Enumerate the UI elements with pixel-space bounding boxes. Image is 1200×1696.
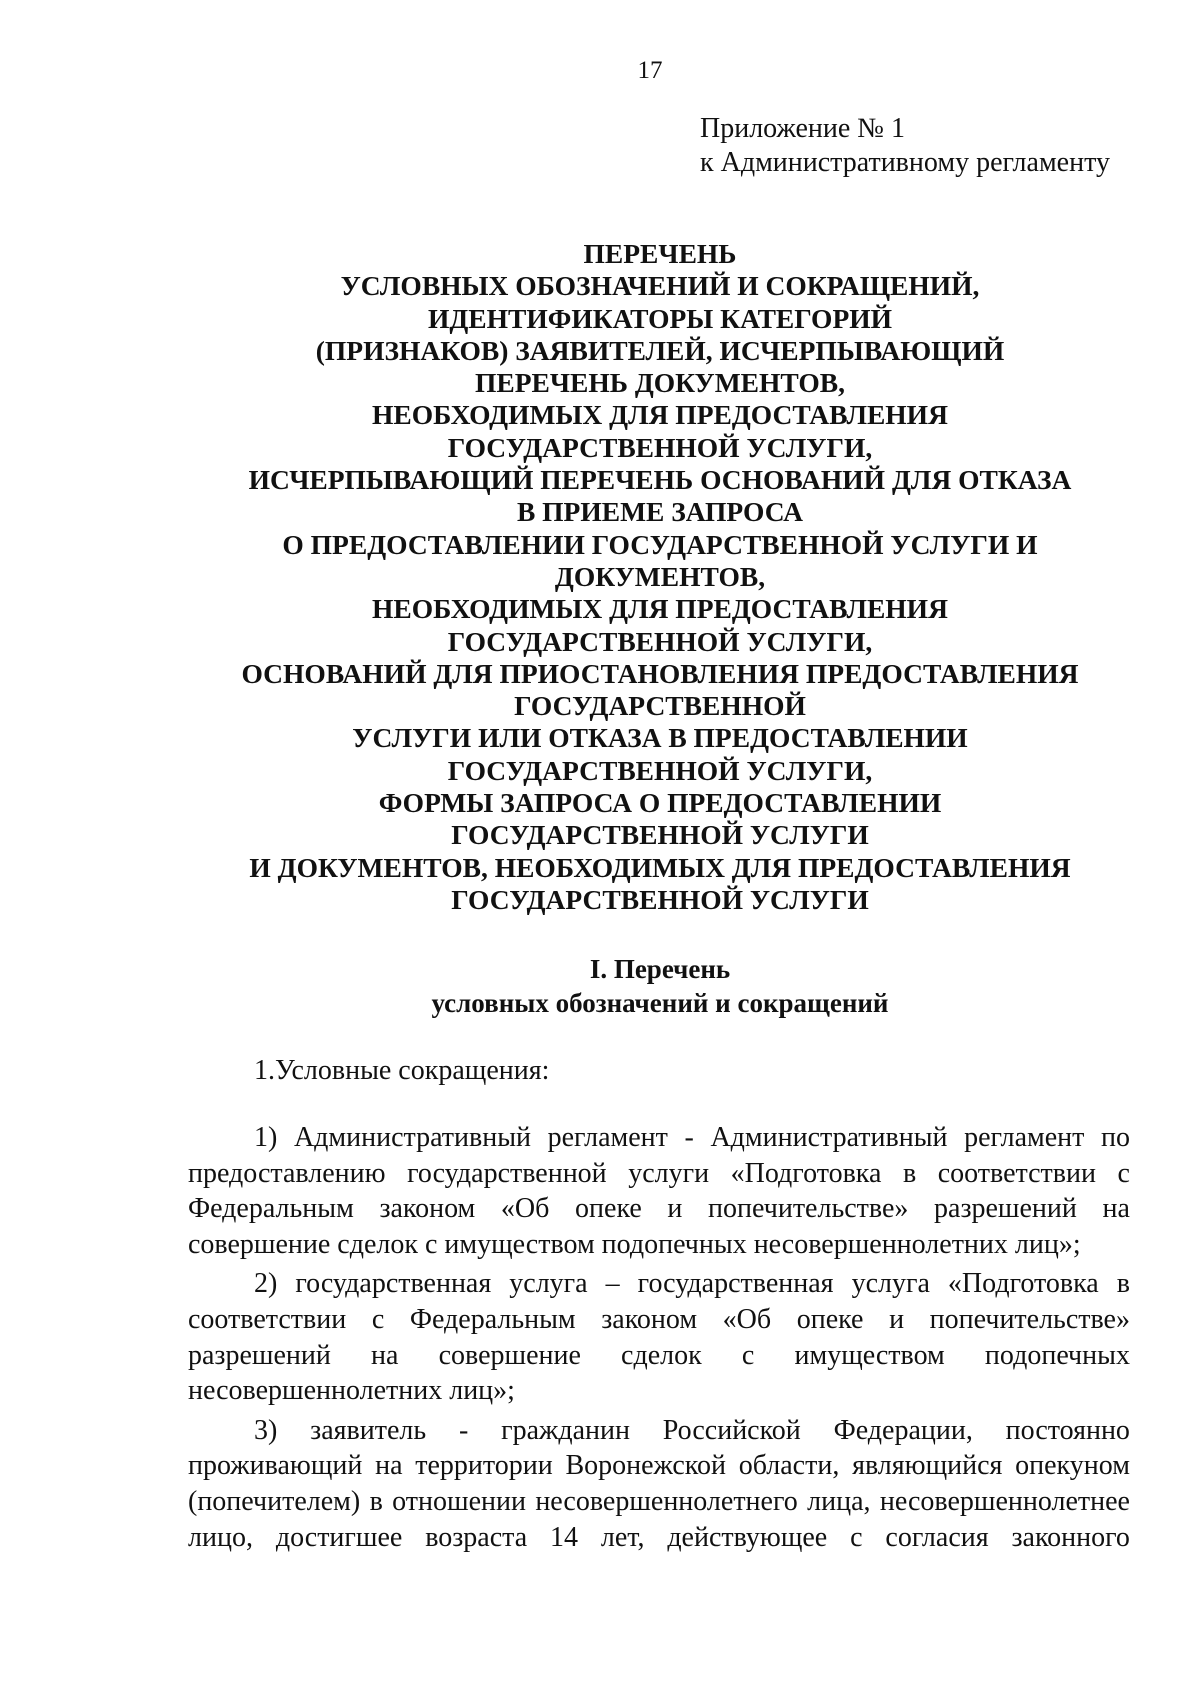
- word: постоянно: [1005, 1414, 1130, 1446]
- word: регламент: [547, 1122, 668, 1153]
- appendix-reference: [700, 112, 1160, 180]
- word: 3): [254, 1414, 278, 1446]
- word: гражданин: [501, 1414, 630, 1446]
- word: возраста: [425, 1521, 528, 1553]
- word: государственной: [407, 1157, 607, 1189]
- word: попечительстве»: [929, 1303, 1130, 1335]
- word: Административный: [710, 1122, 948, 1153]
- text-line: [188, 1266, 1130, 1302]
- word: соответствии: [188, 1303, 347, 1335]
- word: территории: [415, 1450, 553, 1482]
- text-line: [188, 1302, 1130, 1338]
- word: подопечных: [984, 1339, 1130, 1371]
- word: области,: [738, 1450, 840, 1482]
- word: попечительстве»: [708, 1193, 909, 1225]
- word: несовершеннолетнее: [879, 1485, 1130, 1517]
- heading-line: ГОСУДАРСТВЕННОЙ УСЛУГИ: [451, 819, 869, 851]
- word: лицо,: [188, 1521, 253, 1553]
- word: с: [1117, 1157, 1130, 1189]
- word: 1): [254, 1122, 278, 1153]
- word: государственная: [295, 1268, 492, 1300]
- word: опекуном: [1015, 1450, 1130, 1482]
- word: и: [889, 1303, 905, 1335]
- page-number: 17: [637, 57, 663, 84]
- paragraph: [188, 1266, 1130, 1408]
- text-line: [188, 1227, 1130, 1263]
- word: заявитель: [310, 1414, 427, 1446]
- word: законом: [601, 1303, 698, 1335]
- word: опеке: [796, 1303, 864, 1335]
- text-line: [188, 1448, 1130, 1484]
- word: законом: [379, 1193, 476, 1225]
- heading-line: ИДЕНТИФИКАТОРЫ КАТЕГОРИЙ: [427, 302, 893, 334]
- word: разрешений: [188, 1339, 331, 1371]
- word: имуществом: [794, 1339, 945, 1371]
- word: на: [1102, 1193, 1130, 1225]
- word: несовершеннолетнего: [535, 1485, 798, 1517]
- word: -: [458, 1414, 469, 1446]
- word: в: [902, 1157, 917, 1189]
- word: лица,: [807, 1485, 871, 1517]
- heading-line: В ПРИЕМЕ ЗАПРОСА: [516, 496, 804, 528]
- word: и: [667, 1193, 683, 1225]
- word: государственная: [637, 1268, 834, 1300]
- paragraph: [188, 1413, 1130, 1555]
- word: совершение сделок с имуществом подопечных несовершеннолетних лиц»;: [188, 1228, 1081, 1260]
- word: Федеральным: [188, 1193, 354, 1225]
- word: (попечителем): [188, 1485, 361, 1517]
- word: по: [1101, 1122, 1130, 1153]
- text-line: [188, 1191, 1130, 1227]
- text-line: [188, 1520, 1130, 1556]
- word: –: [605, 1268, 620, 1300]
- word: опеке: [575, 1193, 642, 1225]
- heading-line: ГОСУДАРСТВЕННОЙ УСЛУГИ,: [447, 754, 873, 786]
- text-line: [188, 1484, 1130, 1520]
- heading-line: ГОСУДАРСТВЕННОЙ УСЛУГИ: [451, 883, 869, 915]
- word: в: [369, 1485, 383, 1517]
- heading-line: ГОСУДАРСТВЕННОЙ: [514, 690, 806, 722]
- section-title-line-1: I. Перечень: [589, 954, 731, 984]
- word: «Об: [500, 1193, 550, 1225]
- section-title-line-2: условных обозначений и сокращений: [431, 988, 889, 1018]
- word: -: [684, 1122, 694, 1153]
- word: регламент: [964, 1122, 1085, 1153]
- word: предоставлению: [188, 1157, 386, 1189]
- word: услуги: [628, 1157, 710, 1189]
- heading-line: ИСЧЕРПЫВАЮЩИЙ ПЕРЕЧЕНЬ ОСНОВАНИЙ ДЛЯ ОТКАЗА: [248, 464, 1072, 496]
- heading-line: О ПРЕДОСТАВЛЕНИИ ГОСУДАРСТВЕННОЙ УСЛУГИ И: [282, 528, 1038, 560]
- section-title: [180, 952, 1140, 1020]
- document-heading: [180, 238, 1140, 916]
- word: с: [850, 1521, 863, 1553]
- word: совершение: [438, 1339, 581, 1371]
- heading-line: ПЕРЕЧЕНЬ: [583, 238, 737, 269]
- heading-line: ГОСУДАРСТВЕННОЙ УСЛУГИ,: [447, 431, 873, 463]
- heading-line: ДОКУМЕНТОВ,: [554, 560, 766, 592]
- heading-line: ФОРМЫ ЗАПРОСА О ПРЕДОСТАВЛЕНИИ: [378, 787, 942, 819]
- word: на: [371, 1339, 399, 1371]
- word: «Подготовка: [730, 1157, 882, 1189]
- word: с: [741, 1339, 755, 1371]
- word: сделок: [621, 1339, 702, 1371]
- heading-line: И ДОКУМЕНТОВ, НЕОБХОДИМЫХ ДЛЯ ПРЕДОСТАВЛЕНИЯ: [249, 851, 1071, 883]
- word: согласия: [885, 1521, 989, 1553]
- word: с: [371, 1303, 385, 1335]
- text-line: [188, 1413, 1130, 1449]
- text-line: [188, 1373, 1130, 1409]
- word: законного: [1011, 1521, 1130, 1553]
- word: отношении: [392, 1485, 526, 1517]
- word: соответствии: [937, 1157, 1096, 1189]
- appendix-line-1: Приложение № 1: [700, 113, 905, 144]
- word: 14: [550, 1521, 579, 1553]
- subsection-heading: 1.Условные сокращения:: [254, 1055, 550, 1086]
- text-line: [188, 1156, 1130, 1192]
- heading-line: НЕОБХОДИМЫХ ДЛЯ ПРЕДОСТАВЛЕНИЯ: [372, 399, 948, 431]
- word: 2): [254, 1268, 278, 1300]
- word: Федеральным: [409, 1303, 576, 1335]
- paragraph: [188, 1120, 1130, 1262]
- word: услуга: [851, 1268, 930, 1300]
- text-line: [188, 1120, 1130, 1156]
- word: несовершеннолетних лиц»;: [188, 1375, 515, 1407]
- heading-line: УСЛОВНЫХ ОБОЗНАЧЕНИЙ И СОКРАЩЕНИЙ,: [340, 270, 980, 302]
- word: Воронежской: [565, 1450, 726, 1482]
- word: «Об: [722, 1303, 772, 1335]
- heading-line: ГОСУДАРСТВЕННОЙ УСЛУГИ,: [447, 625, 873, 657]
- word: разрешений: [934, 1193, 1077, 1225]
- text-line: [188, 1338, 1130, 1374]
- heading-line: (ПРИЗНАКОВ) ЗАЯВИТЕЛЕЙ, ИСЧЕРПЫВАЮЩИЙ: [315, 334, 1005, 366]
- appendix-line-2: к Административному регламенту: [700, 147, 1110, 178]
- word: Административный: [293, 1122, 532, 1153]
- word: в: [1116, 1268, 1130, 1300]
- word: действующее: [667, 1521, 828, 1553]
- heading-line: УСЛУГИ ИЛИ ОТКАЗА В ПРЕДОСТАВЛЕНИИ: [352, 722, 968, 754]
- word: на: [375, 1450, 403, 1482]
- word: достигшее: [275, 1521, 403, 1553]
- word: лет,: [600, 1521, 645, 1553]
- word: являющийся: [852, 1450, 1003, 1482]
- word: Российской: [662, 1414, 801, 1446]
- word: проживающий: [188, 1450, 363, 1482]
- body-text: [188, 1120, 1130, 1555]
- heading-line: ПЕРЕЧЕНЬ ДОКУМЕНТОВ,: [474, 367, 845, 399]
- word: «Подготовка: [947, 1268, 1099, 1300]
- heading-line: НЕОБХОДИМЫХ ДЛЯ ПРЕДОСТАВЛЕНИЯ: [372, 593, 948, 625]
- word: услуга: [509, 1268, 588, 1300]
- heading-line: ОСНОВАНИЙ ДЛЯ ПРИОСТАНОВЛЕНИЯ ПРЕДОСТАВЛЕНИЯ: [241, 657, 1079, 689]
- word: Федерации,: [833, 1414, 973, 1446]
